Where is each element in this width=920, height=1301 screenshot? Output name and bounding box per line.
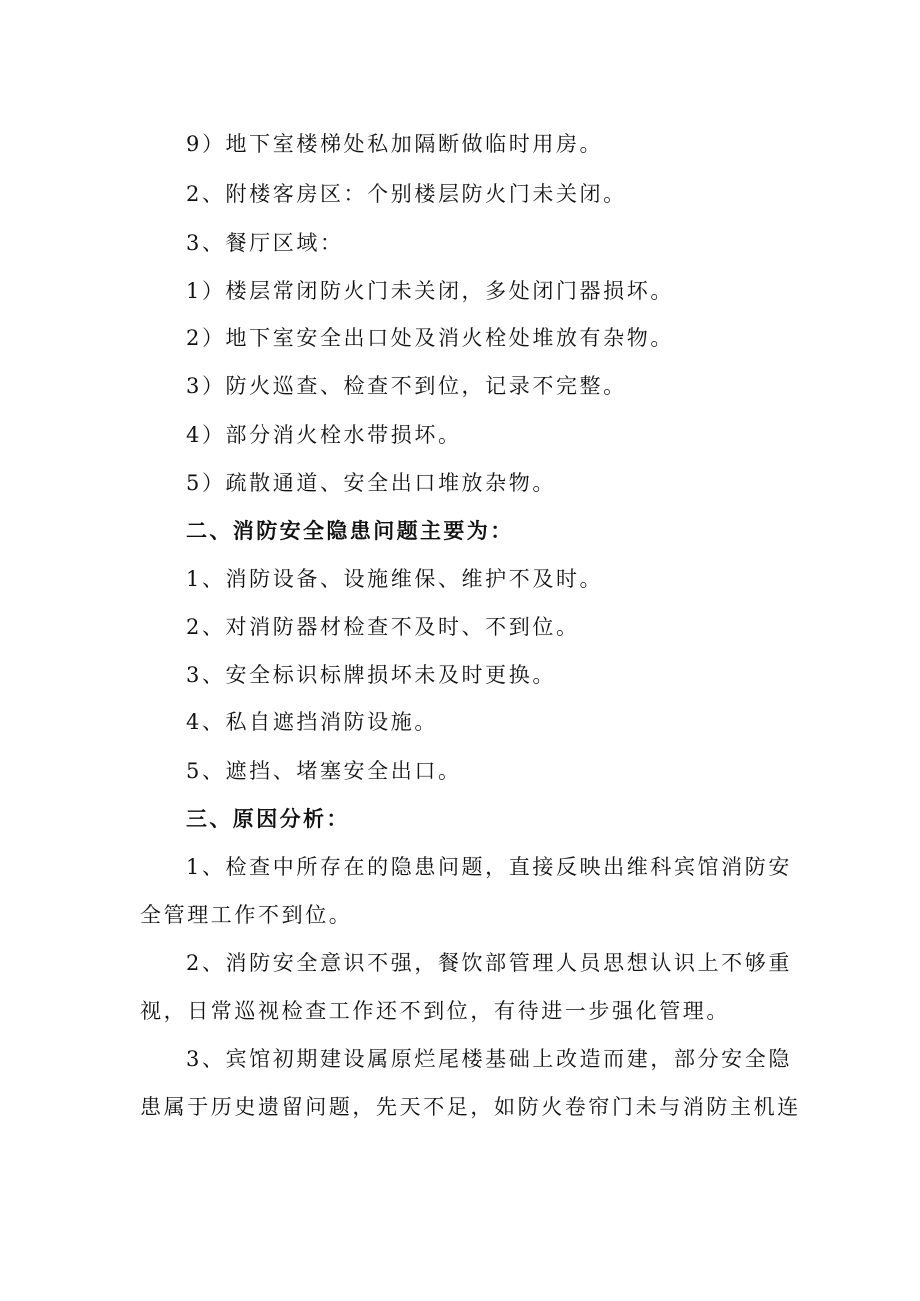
paragraph-line: 2）地下室安全出口处及消火栓处堆放有杂物。	[186, 326, 674, 350]
paragraph-line: 5）疏散通道、安全出口堆放杂物。	[186, 471, 556, 495]
paragraph-line: 2、消防安全意识不强，餐饮部管理人员思想认识上不够重	[186, 951, 792, 975]
paragraph-line: 4、私自遮挡消防设施。	[186, 710, 438, 734]
paragraph-line: 9）地下室楼梯处私加隔断做临时用房。	[186, 132, 604, 156]
paragraph-line: 2、对消防器材检查不及时、不到位。	[186, 615, 580, 639]
paragraph-line: 4）部分消火栓水带损坏。	[186, 423, 462, 447]
paragraph-line: 患属于历史遗留问题，先天不足，如防火卷帘门未与消防主机连	[140, 1095, 801, 1119]
paragraph-line: 1、消防设备、设施维保、维护不及时。	[186, 567, 604, 591]
paragraph-line: 视，日常巡视检查工作还不到位，有待进一步强化管理。	[140, 999, 730, 1023]
paragraph-line: 3）防火巡查、检查不到位，记录不完整。	[186, 374, 627, 398]
paragraph-line: 5、遮挡、堵塞安全出口。	[186, 759, 462, 783]
paragraph-line: 1、检查中所存在的隐患问题，直接反映出维科宾馆消防安	[186, 855, 792, 879]
section-heading: 三、原因分析：	[186, 806, 350, 831]
paragraph-line: 3、安全标识标牌损坏未及时更换。	[186, 663, 556, 687]
section-heading: 二、消防安全隐患问题主要为：	[186, 518, 514, 543]
paragraph-line: 2、附楼客房区：个别楼层防火门未关闭。	[186, 182, 627, 206]
paragraph-line: 3、餐厅区域：	[186, 231, 344, 255]
paragraph-line: 1）楼层常闭防火门未关闭，多处闭门器损坏。	[186, 279, 674, 303]
paragraph-line: 3、宾馆初期建设属原烂尾楼基础上改造而建，部分安全隐	[186, 1047, 792, 1071]
paragraph-line: 全管理工作不到位。	[140, 903, 353, 927]
